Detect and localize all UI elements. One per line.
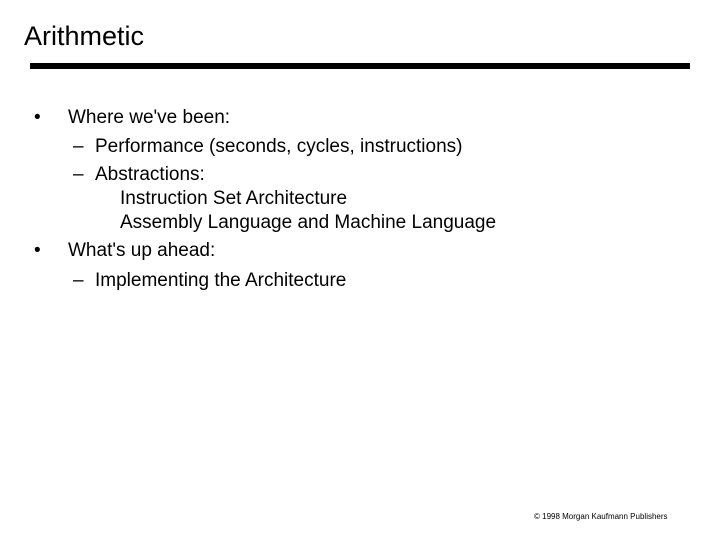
sub-bullet-text: Performance (seconds, cycles, instructions): [95, 136, 463, 157]
bullet-dot: •: [34, 107, 41, 128]
sub-bullet-dash: –: [73, 164, 84, 185]
title-divider: [30, 63, 690, 69]
bullet-item: [34, 106, 230, 130]
continuation-line: Assembly Language and Machine Language: [120, 212, 497, 233]
slide-title: Arithmetic: [24, 21, 145, 51]
bullet-item: [34, 239, 215, 263]
bullet-text: What's up ahead:: [68, 240, 216, 261]
sub-bullet-dash: –: [73, 136, 84, 157]
sub-bullet-item: [73, 163, 205, 187]
sub-bullet-item: [73, 269, 346, 293]
bullet-dot: •: [34, 240, 41, 261]
copyright-footer: © 1998 Morgan Kaufmann Publishers: [534, 512, 668, 521]
sub-bullet-dash: –: [73, 270, 84, 291]
sub-bullet-item: [73, 135, 462, 159]
sub-bullet-text: Implementing the Architecture: [95, 270, 347, 291]
bullet-text: Where we've been:: [68, 107, 231, 128]
continuation-line: Instruction Set Architecture: [120, 188, 348, 209]
sub-bullet-text: Abstractions:: [95, 164, 205, 185]
